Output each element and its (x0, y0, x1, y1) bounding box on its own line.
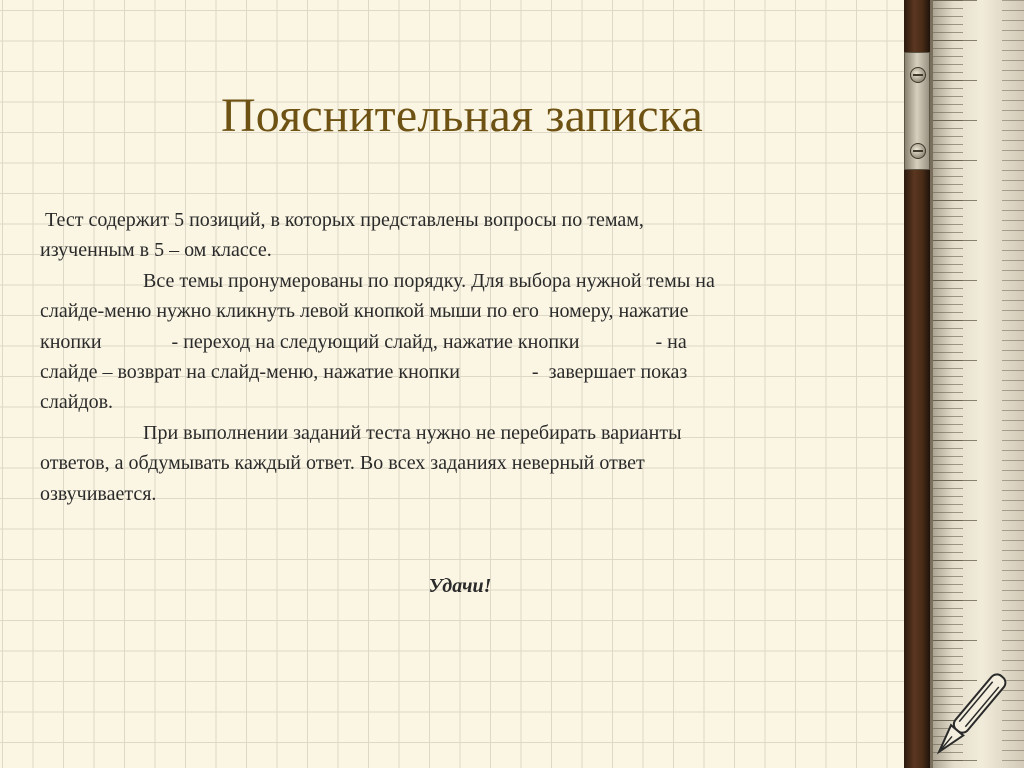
text-line: слайде-меню нужно кликнуть левой кнопкой мыши по его номеру, нажатие (40, 300, 689, 323)
paragraph-1 (40, 205, 885, 266)
paragraph-3 (40, 418, 885, 509)
screw-icon (910, 67, 926, 83)
text-line: При выполнении заданий теста нужно не перебирать варианты (143, 421, 682, 444)
screw-icon (910, 143, 926, 159)
text-line: озвучивается. (40, 482, 157, 505)
ruler-icon (904, 0, 1024, 768)
text-line: ответов, а обдумывать каждый ответ. Во всех заданиях неверный ответ (40, 452, 645, 475)
text-line: - переход на следующий слайд, нажатие кнопки (171, 330, 580, 353)
slide-title: Пояснительная записка (220, 89, 704, 142)
ruler-major-ticks (933, 0, 977, 768)
text-line: кнопки (40, 330, 102, 353)
explanatory-note-body (40, 205, 885, 509)
paragraph-2 (40, 266, 885, 418)
text-line: - на (655, 330, 687, 353)
text-line: Все темы пронумерованы по порядку. Для выбора нужной темы на (143, 269, 715, 292)
text-line: слайде – возврат на слайд-меню, нажатие кнопки (40, 361, 460, 384)
text-line: слайдов. (40, 391, 114, 414)
text-line: изученным в 5 – ом классе. (40, 239, 272, 262)
ruler-clamp (904, 52, 930, 170)
closing-wish: Удачи! (428, 575, 492, 597)
pen-icon (930, 665, 1010, 765)
text-line: - завершает показ (531, 361, 688, 384)
text-line: Тест содержит 5 позиций, в которых представлены вопросы по темам, (40, 209, 644, 231)
ruler-right-ticks (1002, 0, 1024, 768)
